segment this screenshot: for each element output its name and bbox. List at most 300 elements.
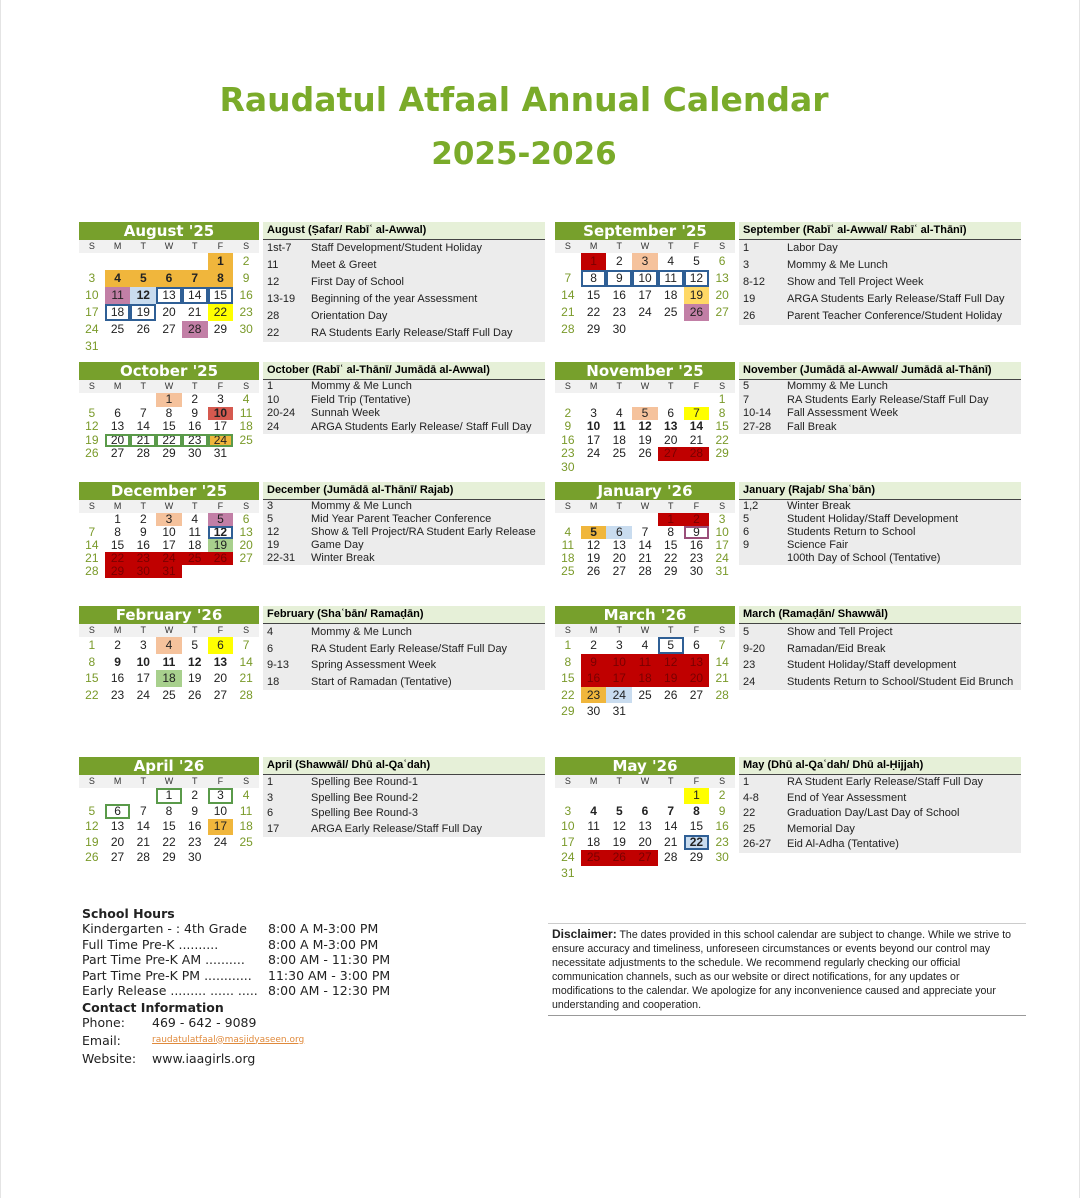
day-grid — [79, 513, 259, 578]
event-row — [263, 822, 545, 838]
day-cell: 1 — [564, 638, 572, 652]
day-cell: 30 — [689, 564, 704, 578]
event-row — [263, 806, 545, 822]
month-title: November '25 — [555, 362, 735, 380]
weekday-header — [555, 240, 735, 253]
event-text: Parent Teacher Conference/Student Holiday — [787, 310, 1003, 322]
day-cell: 3 — [139, 638, 147, 652]
event-row — [263, 657, 545, 674]
event-row — [739, 657, 1021, 674]
day-cell: 4 — [564, 525, 572, 539]
event-date: 6 — [267, 807, 274, 819]
website-link[interactable]: www.iaagirls.org — [152, 1050, 256, 1066]
month-grid — [555, 482, 735, 578]
event-date: 1 — [267, 380, 274, 392]
school-info — [82, 906, 390, 1067]
day-cell: 20 — [162, 305, 176, 319]
events-header: November (Jumādā al-Awwal/ Jumādā al-Thānī) — [739, 362, 1021, 380]
day-cell: 10 — [85, 288, 99, 302]
day-cell: 20 — [684, 670, 710, 687]
hours-program: Early Release ......... ...... ..... — [82, 983, 258, 998]
event-row — [263, 526, 545, 539]
event-row — [263, 674, 545, 691]
event-date: 8-12 — [743, 276, 766, 288]
weekday-label: S — [233, 624, 259, 637]
day-cell: 1 — [156, 393, 182, 407]
events-panel — [739, 757, 1021, 881]
event-text: Beginning of the year Assessment — [311, 293, 478, 305]
weekday-label: S — [555, 240, 581, 253]
event-row — [263, 791, 545, 807]
day-cell: 21 — [664, 834, 678, 849]
event-row — [739, 641, 1021, 658]
disclaimer-label: Disclaimer: — [552, 927, 617, 941]
hours-row — [82, 983, 390, 999]
day-cell: 2 — [564, 405, 572, 420]
day-cell: 3 — [718, 512, 726, 526]
event-date: 25 — [743, 822, 756, 835]
event-text: Show and Tell Project Week — [787, 276, 924, 288]
day-cell: 28 — [715, 687, 729, 702]
day-cell: 19 — [658, 670, 684, 687]
day-cell: 12 — [684, 270, 710, 287]
event-text: Spelling Bee Round-3 — [311, 807, 419, 819]
day-cell: 7 — [139, 803, 147, 818]
day-cell: 21 — [561, 305, 575, 319]
day-cell: 14 — [182, 287, 208, 304]
day-cell: 16 — [239, 288, 253, 302]
event-date: 1 — [267, 776, 274, 788]
weekday-label: W — [632, 775, 658, 788]
day-cell: 31 — [213, 446, 228, 460]
month-title: December '25 — [79, 482, 259, 500]
day-cell: 15 — [689, 819, 704, 833]
event-date: 17 — [267, 822, 280, 835]
events-panel — [263, 362, 545, 461]
day-cell: 15 — [664, 538, 678, 552]
day-cell: 10 — [606, 654, 632, 671]
day-cell: 20 — [715, 288, 729, 302]
weekday-label: M — [105, 500, 131, 513]
weekday-label: S — [555, 500, 581, 513]
day-cell: 3 — [217, 392, 224, 406]
day-cell: 10 — [586, 419, 601, 433]
day-cell: 28 — [136, 850, 150, 864]
events-header: March (Ramaḍān/ Shawwāl) — [739, 606, 1021, 624]
event-row — [739, 822, 1021, 838]
day-cell: 26 — [606, 850, 632, 866]
month-block — [79, 222, 545, 355]
weekday-label: T — [658, 500, 684, 513]
day-cell: 4 — [641, 638, 649, 652]
hours-row — [82, 937, 390, 953]
month-title: April '26 — [79, 757, 259, 775]
empty-cell — [632, 393, 658, 407]
event-row — [263, 775, 545, 791]
event-text: First Day of School — [311, 276, 404, 288]
event-text: ARGA Students Early Release/Staff Full Day — [787, 293, 1005, 305]
day-cell: 10 — [213, 803, 228, 818]
event-row — [739, 539, 1021, 552]
weekday-label: S — [233, 500, 259, 513]
month-title: October '25 — [79, 362, 259, 380]
day-cell: 28 — [561, 322, 575, 336]
contact-heading: Contact Information — [82, 999, 224, 1015]
day-cell: 11 — [105, 287, 131, 304]
weekday-label: M — [105, 240, 131, 253]
event-date: 22 — [267, 327, 280, 339]
day-cell: 29 — [162, 446, 176, 460]
contact-phone — [82, 1015, 390, 1033]
day-cell: 10 — [162, 525, 176, 539]
day-cell: 7 — [641, 525, 649, 539]
weekday-header — [555, 380, 735, 393]
empty-cell — [130, 788, 156, 804]
day-cell: 11 — [162, 654, 176, 669]
weekday-label: S — [709, 380, 735, 393]
month-title: January '26 — [555, 482, 735, 500]
event-row — [263, 325, 545, 342]
weekday-label: F — [684, 624, 710, 637]
event-row — [739, 421, 1021, 435]
day-cell: 22 — [156, 434, 182, 448]
day-cell: 22 — [664, 551, 678, 565]
event-text: Labor Day — [787, 242, 838, 254]
empty-cell — [79, 788, 105, 804]
event-date: 3 — [267, 791, 274, 804]
weekday-label: T — [606, 240, 632, 253]
event-date: 5 — [743, 513, 750, 525]
email-label: Email: — [82, 1032, 121, 1048]
events-header: February (Shaʿbān/ Ramaḍān) — [263, 606, 545, 624]
event-date: 7 — [743, 393, 750, 406]
day-cell: 8 — [581, 270, 607, 287]
day-cell: 21 — [130, 434, 156, 448]
events-list — [739, 380, 1021, 434]
day-cell: 6 — [606, 526, 632, 539]
events-panel — [263, 757, 545, 866]
day-cell: 12 — [208, 526, 234, 539]
day-cell: 8 — [208, 270, 234, 287]
event-text: Mommy & Me Lunch — [311, 380, 412, 392]
event-text: Students Return to School — [787, 526, 916, 538]
events-panel — [739, 606, 1021, 720]
event-date: 27-28 — [743, 420, 772, 433]
day-cell: 23 — [188, 834, 202, 849]
day-cell: 24 — [638, 305, 652, 319]
event-row — [263, 394, 545, 408]
day-cell: 30 — [188, 446, 202, 460]
event-text: Students Return to School/Student Eid Brunch — [787, 675, 1014, 688]
day-cell: 29 — [561, 704, 575, 718]
day-cell: 25 — [664, 305, 678, 319]
day-cell: 16 — [110, 671, 125, 685]
day-cell: 11 — [239, 405, 253, 420]
event-text: Fall Assessment Week — [787, 407, 899, 419]
day-cell: 12 — [612, 819, 626, 833]
email-link[interactable]: raudatulatfaal@masjidyaseen.org — [152, 1034, 305, 1045]
day-cell: 11 — [188, 525, 201, 539]
day-cell: 30 — [561, 459, 575, 474]
weekday-label: M — [581, 624, 607, 637]
day-cell: 17 — [136, 671, 150, 685]
day-cell: 25 — [581, 850, 607, 866]
day-cell: 4 — [191, 512, 199, 526]
weekday-label: F — [684, 380, 710, 393]
event-text: ARGA Students Early Release/ Staff Full Day — [311, 420, 532, 433]
hours-program: Full Time Pre-K .......... — [82, 936, 219, 952]
day-cell: 26 — [188, 687, 202, 702]
event-row — [263, 500, 545, 513]
day-cell: 9 — [718, 803, 726, 818]
month-block — [555, 757, 1021, 881]
weekday-label: S — [79, 380, 105, 393]
hours-row — [82, 952, 390, 968]
event-text: Show & Tell Project/RA Student Early Release — [311, 526, 536, 538]
day-cell: 26 — [208, 552, 234, 565]
day-cell: 8 — [564, 654, 572, 669]
event-text: Graduation Day/Last Day of School — [787, 807, 960, 819]
event-text: Field Trip (Tentative) — [311, 393, 411, 406]
day-cell: 9 — [684, 526, 710, 539]
day-cell: 18 — [239, 419, 253, 433]
hours-program: Part Time Pre-K AM .......... — [82, 952, 245, 967]
day-cell: 9 — [606, 270, 632, 287]
weekday-label: T — [182, 775, 208, 788]
day-cell: 12 — [130, 287, 156, 304]
weekday-label: F — [208, 624, 234, 637]
weekday-label: W — [156, 500, 182, 513]
day-cell: 4 — [667, 254, 675, 268]
day-cell: 21 — [85, 551, 99, 565]
event-row — [739, 274, 1021, 291]
day-cell: 21 — [136, 834, 150, 849]
day-cell: 8 — [165, 405, 173, 420]
event-text: RA Students Early Release/Staff Full Day — [311, 327, 513, 339]
day-cell: 11 — [587, 819, 600, 833]
day-cell: 7 — [564, 271, 572, 285]
weekday-label: M — [105, 624, 131, 637]
weekday-label: S — [79, 624, 105, 637]
day-cell: 21 — [715, 671, 729, 685]
day-cell: 22 — [715, 432, 729, 447]
day-cell: 8 — [88, 654, 96, 669]
day-cell: 9 — [564, 419, 572, 433]
day-cell: 12 — [188, 654, 202, 669]
day-cell: 29 — [105, 565, 131, 578]
weekday-header — [555, 624, 735, 637]
event-date: 3 — [267, 500, 274, 512]
school-hours-heading: School Hours — [82, 906, 175, 921]
day-cell: 12 — [85, 819, 99, 833]
day-cell: 30 — [188, 850, 202, 864]
day-cell: 11 — [612, 419, 626, 433]
day-cell: 30 — [612, 322, 626, 336]
event-row — [263, 513, 545, 526]
weekday-label: F — [208, 500, 234, 513]
event-text: 100th Day of School (Tentative) — [787, 552, 941, 564]
event-date: 10-14 — [743, 407, 772, 419]
hours-time: 8:00 A M-3:00 PM — [268, 936, 379, 952]
day-cell: 3 — [564, 803, 572, 818]
day-cell: 2 — [114, 638, 121, 652]
event-date: 1 — [743, 776, 750, 788]
weekday-label: T — [606, 624, 632, 637]
weekday-label: T — [182, 500, 208, 513]
empty-cell — [79, 253, 105, 270]
day-cell: 4 — [590, 803, 597, 818]
day-cell: 4 — [242, 392, 250, 406]
event-text: Staff Development/Student Holiday — [311, 242, 483, 254]
empty-cell — [156, 253, 182, 270]
day-cell: 30 — [715, 850, 729, 864]
weekday-label: F — [208, 240, 234, 253]
weekday-label: T — [130, 380, 156, 393]
event-date: 19 — [267, 539, 280, 551]
weekday-label: W — [156, 775, 182, 788]
event-date: 9-20 — [743, 642, 766, 655]
day-cell: 27 — [689, 687, 704, 702]
event-row — [739, 394, 1021, 408]
day-cell: 7 — [684, 407, 710, 421]
day-cell: 29 — [689, 850, 704, 864]
day-cell: 15 — [586, 288, 601, 302]
event-row — [739, 806, 1021, 822]
hours-row — [82, 968, 390, 984]
day-cell: 31 — [561, 865, 575, 880]
day-cell: 10 — [208, 407, 234, 421]
day-cell: 13 — [684, 654, 710, 671]
event-date: 11 — [267, 259, 279, 271]
day-cell: 18 — [632, 670, 658, 687]
event-row — [263, 624, 545, 641]
day-grid — [555, 253, 735, 338]
empty-cell — [684, 393, 710, 407]
event-date: 5 — [743, 380, 750, 392]
day-cell: 19 — [85, 432, 99, 447]
event-date: 1st-7 — [267, 242, 292, 254]
event-row — [263, 421, 545, 435]
day-cell: 5 — [658, 637, 684, 654]
day-cell: 26 — [85, 850, 99, 864]
day-cell: 17 — [561, 834, 575, 849]
day-cell: 25 — [182, 552, 208, 565]
day-cell: 14 — [85, 538, 99, 552]
month-title: February '26 — [79, 606, 259, 624]
event-date: 1 — [743, 242, 750, 254]
day-cell: 4 — [615, 405, 623, 420]
weekday-label: T — [606, 500, 632, 513]
events-header: April (Shawwāl/ Dhū al-Qaʿdah) — [263, 757, 545, 775]
day-cell: 8 — [667, 525, 675, 539]
events-panel — [739, 362, 1021, 474]
page-title: Raudatul Atfaal Annual Calendar — [219, 80, 829, 119]
day-cell: 6 — [156, 270, 182, 287]
day-cell: 23 — [110, 687, 125, 702]
empty-cell — [555, 253, 581, 270]
empty-cell — [555, 393, 581, 407]
day-cell: 8 — [165, 803, 173, 818]
day-cell: 11 — [561, 538, 575, 552]
weekday-label: S — [709, 775, 735, 788]
weekday-label: T — [130, 775, 156, 788]
day-cell: 19 — [130, 304, 156, 321]
day-cell: 1 — [114, 512, 121, 526]
event-row — [739, 407, 1021, 421]
day-cell: 6 — [693, 638, 700, 652]
day-cell: 20 — [110, 834, 125, 849]
event-date: 9-13 — [267, 659, 290, 671]
day-cell: 3 — [88, 271, 96, 285]
event-date: 4-8 — [743, 791, 759, 804]
event-row — [263, 308, 545, 325]
event-row — [263, 539, 545, 552]
day-cell: 21 — [188, 305, 202, 319]
event-text: Winter Break — [311, 552, 375, 564]
day-cell: 20 — [213, 671, 228, 685]
day-cell: 18 — [664, 288, 678, 302]
day-cell: 28 — [85, 564, 99, 578]
event-row — [739, 791, 1021, 807]
day-cell: 23 — [612, 305, 626, 319]
day-cell: 10 — [136, 654, 150, 669]
day-cell: 25 — [239, 834, 253, 849]
day-cell: 27 — [239, 551, 253, 565]
day-cell: 19 — [188, 671, 202, 685]
day-cell: 26 — [85, 446, 99, 460]
weekday-label: S — [79, 775, 105, 788]
event-text: RA Student Early Release/Staff Full Day — [311, 642, 508, 655]
month-grid — [79, 362, 259, 461]
day-cell: 11 — [632, 654, 658, 671]
day-cell: 7 — [718, 638, 726, 652]
event-text: End of Year Assessment — [787, 791, 907, 804]
event-text: RA Student Early Release/Staff Full Day — [787, 776, 984, 788]
weekday-header — [79, 775, 259, 788]
event-date: 24 — [267, 420, 280, 433]
event-date: 24 — [743, 675, 756, 688]
event-text: Eid Al-Adha (Tentative) — [787, 838, 899, 850]
hours-time: 8:00 AM - 11:30 PM — [268, 952, 391, 967]
event-date: 26 — [743, 310, 756, 322]
event-date: 12 — [267, 526, 280, 538]
day-cell: 14 — [561, 288, 575, 302]
day-cell: 24 — [606, 687, 632, 704]
event-date: 28 — [267, 310, 280, 322]
event-text: ARGA Early Release/Staff Full Day — [311, 822, 482, 835]
day-cell: 28 — [136, 446, 150, 460]
weekday-label: F — [684, 240, 710, 253]
day-cell: 11 — [239, 803, 253, 818]
day-cell: 2 — [684, 513, 710, 526]
weekday-label: T — [658, 775, 684, 788]
day-cell: 23 — [689, 551, 704, 565]
events-panel — [739, 222, 1021, 338]
day-cell: 18 — [105, 304, 131, 321]
weekday-label: M — [105, 775, 131, 788]
day-cell: 28 — [182, 321, 208, 338]
events-list — [263, 240, 545, 342]
day-cell: 25 — [110, 322, 125, 336]
hours-program: Kindergarten - : 4th Grade — [82, 921, 247, 936]
day-cell: 7 — [667, 803, 675, 818]
day-cell: 4 — [242, 788, 250, 802]
day-cell: 27 — [213, 687, 228, 702]
event-row — [739, 500, 1021, 513]
day-cell: 6 — [667, 405, 675, 420]
day-cell: 16 — [136, 538, 150, 552]
day-cell: 18 — [612, 432, 626, 447]
